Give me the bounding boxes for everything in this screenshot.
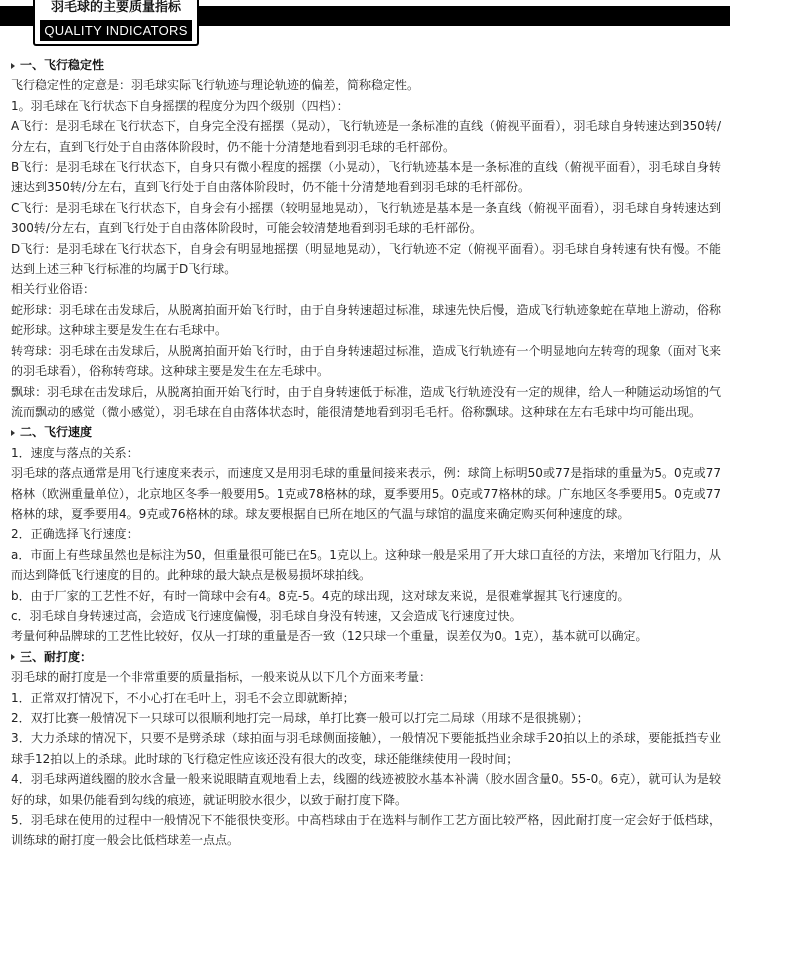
paragraph: 3．大力杀球的情况下，只要不是劈杀球（球拍面与羽毛球侧面接触），一般情况下要能抵挡业余球手20拍以上的杀球，要能抵挡专业球手12拍以上的杀球。此时球的飞行稳定性应该还没有很大的改变，球还能继续使用一段时间；	[11, 731, 721, 766]
paragraph: 2．正确选择飞行速度：	[11, 527, 139, 542]
paragraph: 4．羽毛球两道线圈的胶水含量一般来说眼睛直观地看上去，线圈的线迹被胶水基本补满（胶水固含量0。55-0。6克），就可认为是较好的球，如果仍能看到勾线的痕迹，就证明胶水很少，以致于耐打度下降。	[11, 772, 721, 807]
paragraph: 1。羽毛球在飞行状态下自身摇摆的程度分为四个级别（四档）：	[11, 98, 349, 113]
paragraph: b．由于厂家的工艺性不好，有时一筒球中会有4。8克-5。4克的球出现，这对球友来说，是很难掌握其飞行速度的。	[11, 588, 630, 603]
header-subtitle: QUALITY INDICATORS	[40, 20, 192, 41]
paragraph: 转弯球：羽毛球在击发球后，从脱离拍面开始飞行时，由于自身转速超过标准，造成飞行轨迹有一个明显地向左转弯的现象（面对飞来的羽毛球看），俗称转弯球。这种球主要是发生在左毛球中。	[11, 343, 721, 379]
paragraph: 羽毛球的耐打度是一个非常重要的质量指标，一般来说从以下几个方面来考量：	[11, 670, 432, 685]
paragraph: 1．速度与落点的关系：	[11, 445, 139, 460]
paragraph: 飞行稳定性的定意是：羽毛球实际飞行轨迹与理论轨迹的偏差，简称稳定性。	[11, 78, 420, 93]
section-heading	[11, 55, 721, 75]
paragraph: C飞行：是羽毛球在飞行状态下，自身会有小摇摆（较明显地晃动），飞行轨迹是基本是一条直线（俯视平面看），羽毛球自身转速达到300转/分左右，直到飞行处于自由落体阶段时，可能会较清楚地看到羽毛球的毛杆部份。	[11, 200, 721, 236]
arrow-right-icon	[11, 63, 15, 69]
section-heading-text: 二、飞行速度	[20, 425, 93, 440]
article-body	[11, 55, 721, 851]
section-heading-text: 一、飞行稳定性	[20, 58, 105, 72]
paragraph: 蛇形球：羽毛球在击发球后，从脱离拍面开始飞行时，由于自身转速超过标准，球速先快后慢，造成飞行轨迹象蛇在草地上游动，俗称蛇形球。这种球主要是发生在右毛球中。	[11, 302, 721, 338]
paragraph: c．羽毛球自身转速过高，会造成飞行速度偏慢，羽毛球自身没有转速，又会造成飞行速度过快。	[11, 608, 522, 623]
section-heading-text: 三、耐打度：	[20, 649, 93, 664]
header-title: 羽毛球的主要质量指标	[50, 0, 181, 15]
paragraph: D飞行：是羽毛球在飞行状态下，自身会有明显地摇摆（明显地晃动），飞行轨迹不定（俯视平面看）。羽毛球自身转速有快有慢。不能达到上述三种飞行标准的均属于D飞行球。	[11, 241, 721, 277]
paragraph: 2．双打比赛一般情况下一只球可以很顺利地打完一局球，单打比赛一般可以打完二局球（用球不是很挑剔）；	[11, 711, 589, 725]
paragraph: A飞行：是羽毛球在飞行状态下，自身完全没有摇摆（晃动），飞行轨迹是一条标准的直线（俯视平面看），羽毛球自身转速达到350转/分左右，直到飞行处于自由落体阶段时，仍不能十分清楚地看到羽毛球的毛杆部份。	[11, 119, 721, 154]
paragraph: B飞行：是羽毛球在飞行状态下，自身只有微小程度的摇摆（小晃动），飞行轨迹基本是一条标准的直线（俯视平面看），羽毛球自身转速达到350转/分左右，直到飞行处于自由落体阶段时，仍不能十分清楚地看到羽毛球的毛杆部份。	[11, 160, 721, 195]
paragraph: 1．正常双打情况下，不小心打在毛叶上，羽毛不会立即就断掉；	[11, 690, 355, 705]
section-heading	[11, 422, 721, 442]
paragraph: 考量何种品牌球的工艺性比较好，仅从一打球的重量是否一致（12只球一个重量，误差仅为0。1克），基本就可以确定。	[11, 629, 648, 644]
paragraph: a．市面上有些球虽然也是标注为50，但重量很可能已在5。1克以上。这种球一般是采用了开大球口直径的方法，来增加飞行阻力，从而达到降低飞行速度的目的。此种球的最大缺点是极易损坏球拍线。	[11, 547, 721, 583]
paragraph: 羽毛球的落点通常是用飞行速度来表示，而速度又是用羽毛球的重量间接来表示，例：球筒上标明50或77是指球的重量为5。0克或77格林（欧洲重量单位），北京地区冬季一般要用5。1克或78格林的球，夏季要用5。0克或77格林的球。广东地区冬季要用5。0克或77格林的球，夏季要用4。9克或76格林的球。球友要根据自已所在地区的气温与球馆的温度来确定购买何种速度的球。	[11, 466, 721, 521]
paragraph: 飘球：羽毛球在击发球后，从脱离拍面开始飞行时，由于自身转速低于标准，造成飞行轨迹没有一定的规律，给人一种随运动场馆的气流而飘动的感觉（微小感觉），羽毛球在自由落体状态时，能很清楚地看到羽毛毛杆。俗称飘球。这种球在左右毛球中均可能出现。	[11, 384, 721, 419]
paragraph: 相关行业俗语：	[11, 282, 96, 297]
paragraph: 5．羽毛球在使用的过程中一般情况下不能很快变形。中高档球由于在选料与制作工艺方面比较严格，因此耐打度一定会好于低档球，训练球的耐打度一般会比低档球差一点点。	[11, 813, 721, 848]
arrow-right-icon	[11, 430, 15, 436]
section-heading	[11, 647, 721, 667]
header-badge	[33, 0, 199, 46]
arrow-right-icon	[11, 654, 15, 660]
